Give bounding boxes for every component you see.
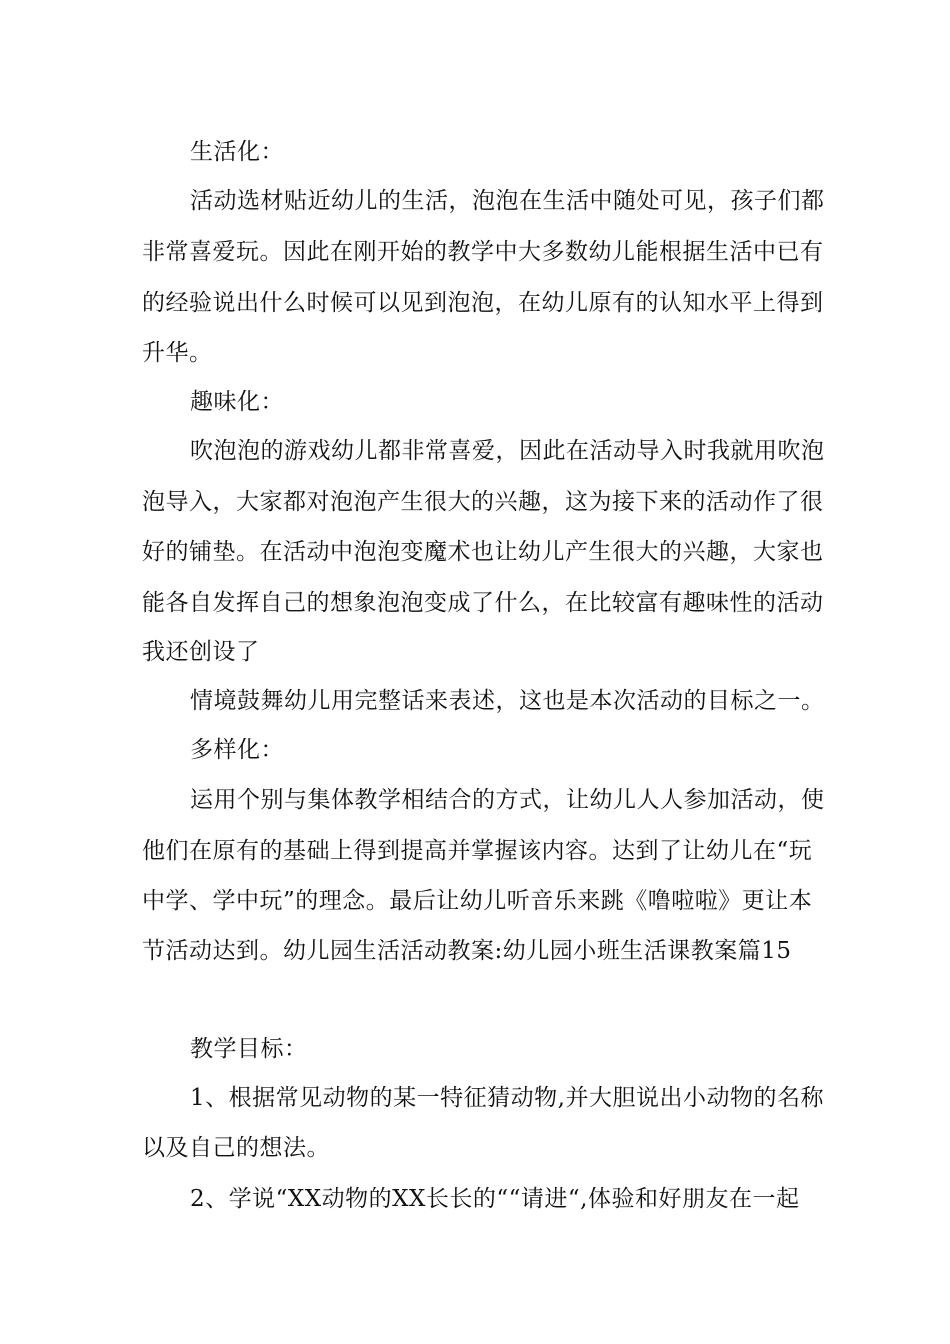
paragraph-line: 吹泡泡的游戏幼儿都非常喜爱，因此在活动导入时我就用吹泡 [190, 438, 825, 464]
heading-lifestyle: 生活化： [190, 139, 284, 165]
heading-diversity: 多样化： [190, 737, 284, 763]
heading-interest: 趣味化： [190, 389, 284, 415]
paragraph-line: 泡导入，大家都对泡泡产生很大的兴趣，这为接下来的活动作了很 [142, 489, 824, 515]
paragraph-line: 他们在原有的基础上得到提高并掌握该内容。达到了让幼儿在“玩 [142, 838, 813, 864]
paragraph-line: 能各自发挥自己的想象泡泡变成了什么，在比较富有趣味性的活动 [142, 590, 824, 616]
goal-item-continued: 以及自己的想法。 [142, 1135, 330, 1161]
heading-teaching-goals: 教学目标： [190, 1036, 308, 1062]
paragraph-line: 升华。 [142, 340, 213, 366]
paragraph-line: 非常喜爱玩。因此在刚开始的教学中大多数幼儿能根据生活中已有 [142, 239, 824, 265]
paragraph-line: 中学、学中玩”的理念。最后让幼儿听音乐来跳《噜啦啦》更让本 [142, 888, 813, 914]
paragraph-line: 我还创设了 [142, 639, 260, 665]
goal-item: 2、学说“XX动物的XX长长的““请进“,体验和好朋友在一起 [190, 1186, 800, 1212]
paragraph-line: 好的铺垫。在活动中泡泡变魔术也让幼儿产生很大的兴趣，大家也 [142, 539, 824, 565]
paragraph-line: 的经验说出什么时候可以见到泡泡，在幼儿原有的认知水平上得到 [142, 290, 824, 316]
paragraph-line: 运用个别与集体教学相结合的方式，让幼儿人人参加活动，使 [190, 787, 825, 813]
paragraph-line: 活动选材贴近幼儿的生活，泡泡在生活中随处可见，孩子们都 [190, 188, 825, 214]
goal-item: 1、根据常见动物的某一特征猜动物,并大胆说出小动物的名称 [190, 1085, 824, 1111]
paragraph-line: 节活动达到。幼儿园生活活动教案:幼儿园小班生活课教案篇15 [142, 938, 792, 964]
paragraph-line: 情境鼓舞幼儿用完整话来表述，这也是本次活动的目标之一。 [190, 688, 825, 714]
